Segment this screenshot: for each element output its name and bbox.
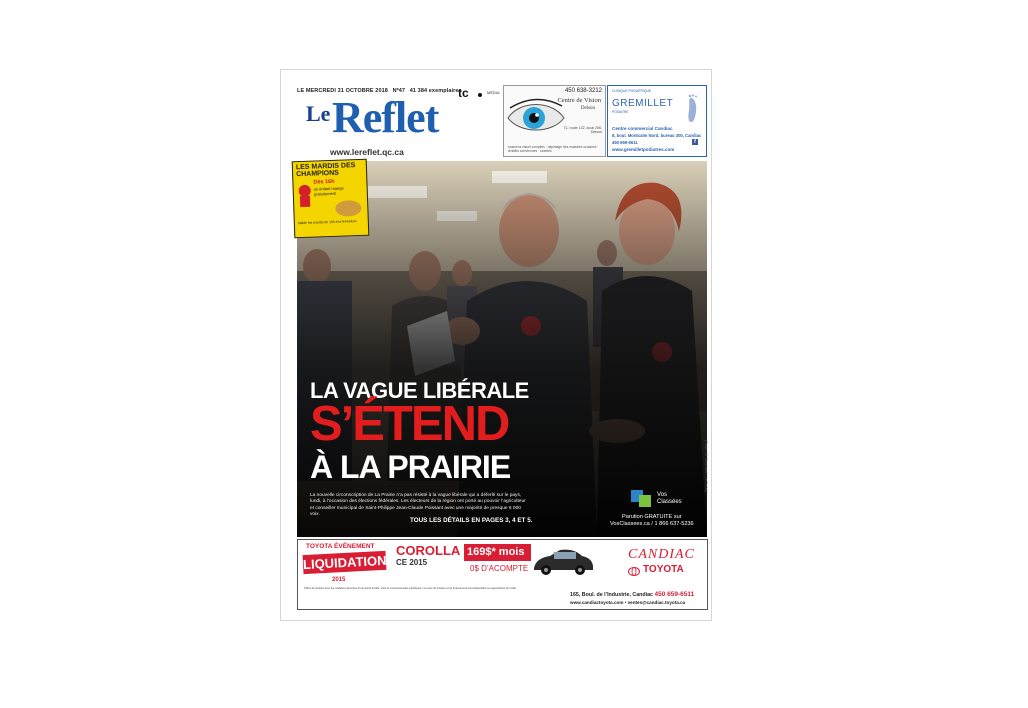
vosclassees-name-line2: Classées	[657, 499, 682, 505]
facebook-icon[interactable]: f	[692, 139, 698, 145]
headline-line3: À LA PRAIRIE	[310, 449, 511, 485]
photo-credit: (Photo : M. Bouchard – Le Reflet)	[704, 440, 708, 493]
tc-media-logo: tc	[458, 86, 469, 100]
toyota-phone: 450 659-6511	[654, 591, 695, 598]
toyota-brand: TOYOTA	[643, 564, 684, 575]
car-icon	[530, 546, 596, 578]
toyota-fine-print: Offres de location pour les modèles présentés d'une durée limitée, chez le concessionnaire participant. Les taux de location et de financement sont disponibles sur approbation du crédit.	[304, 587, 517, 590]
eye-ad-phone: 450 638-3212	[564, 88, 602, 94]
tc-media-sub: MÉDIA	[487, 90, 500, 95]
foot-icon	[686, 94, 700, 124]
headline-line2: S’ÉTEND	[310, 397, 509, 451]
eye-ad-brand-city: Delson	[580, 106, 595, 111]
gremillet-web: www.gremilletpodiatres.com	[612, 147, 675, 152]
headline-line1: LA VAGUE LIBÉRALE	[310, 378, 529, 403]
gremillet-name: GREMILLET	[612, 98, 674, 109]
headline-details: TOUS LES DÉTAILS EN PAGES 3, 4 ET 5.	[410, 517, 533, 524]
vosclassees-note[interactable]	[610, 514, 694, 528]
gremillet-top: CLINIQUE PODIATRIQUE	[612, 89, 651, 93]
mascot-icon	[295, 184, 314, 209]
toyota-trim: CE 2015	[396, 558, 428, 567]
promo-deal-detail: un enfant mange gratuitement	[313, 185, 344, 197]
toyota-model: COROLLA	[396, 543, 461, 558]
toyota-acompte: 0$ D’ACOMPTE	[470, 564, 529, 573]
eye-ad-footer: examens visuel complets · dépistage des maladies oculaires · lentilles cornéennes · lunettes	[508, 145, 599, 153]
promo-deal: Dès 16h	[313, 178, 335, 186]
gremillet-line1: Centre commercial Candiac	[612, 126, 673, 131]
headline-blurb: La nouvelle circonscription de La Prairie n’a pas résisté à la vague libérale qui a déferlé sur le pays, lundi, à l’occasion des élections fédérales. Les électeurs de la région ont porté au pouvoir l’agriculteur et conseiller municipal de Saint-Philippe Jean-Claude Poissant avec une majorité de presque 6 000 voix.	[310, 493, 526, 517]
toyota-liquidation: LIQUIDATION	[302, 552, 387, 573]
promo-sticker[interactable]	[292, 159, 370, 239]
promo-title: LES MARDIS DES CHAMPIONS	[295, 162, 356, 179]
logo-reflet: Reflet	[332, 93, 439, 142]
issue-number: Nº47	[392, 88, 406, 94]
eye-ad-brand: Centre de Vision	[557, 97, 601, 104]
promo-footer: Valide les mardis de 16h à la fermeture	[297, 219, 357, 226]
eye-ad-address: 71, route 132, local 206, Delson	[563, 126, 602, 134]
gremillet-line2: 8, boul. Montcalm Nord, bureau 300, Candiac	[612, 133, 702, 138]
toyota-address: 165, Boul. de l’Industrie, Candiac	[570, 592, 654, 598]
vosclassees-note-line2: VosClassees.ca / 1 866 637-5236	[610, 521, 694, 527]
gremillet-sub: PODIATRE	[612, 110, 629, 114]
toyota-price: 169$* mois	[464, 544, 531, 561]
toyota-address-line	[570, 591, 694, 598]
vosclassees-name-line1: Vos	[657, 492, 668, 498]
food-icon	[334, 198, 363, 219]
vosclassees-logo-icon	[631, 490, 653, 508]
logo-le: Le	[306, 101, 331, 126]
ad-candiac-toyota[interactable]	[297, 539, 708, 610]
site-url[interactable]: www.lereflet.qc.ca	[330, 147, 404, 157]
vosclassees-note-line1: Parution GRATUITE sur	[622, 514, 682, 520]
gremillet-phone: 450 659-6611	[612, 140, 638, 145]
toyota-dealer: CANDIAC	[628, 547, 695, 562]
circulation: 41 384 exemplaires	[409, 88, 462, 94]
toyota-event: TOYOTA ÉVÈNEMENT	[306, 543, 375, 550]
ad-centre-de-vision[interactable]	[503, 85, 606, 157]
toyota-logo-icon	[628, 567, 640, 576]
toyota-web[interactable]: www.candiactoyota.com • ventes@candiac.toyota.ca	[570, 600, 686, 605]
ad-gremillet[interactable]	[607, 85, 707, 157]
toyota-year: 2015	[332, 577, 346, 583]
issue-date: LE MERCREDI 31 OCTOBRE 2018	[297, 88, 388, 94]
vosclassees-name	[657, 492, 682, 506]
tc-dot-icon	[478, 93, 482, 97]
